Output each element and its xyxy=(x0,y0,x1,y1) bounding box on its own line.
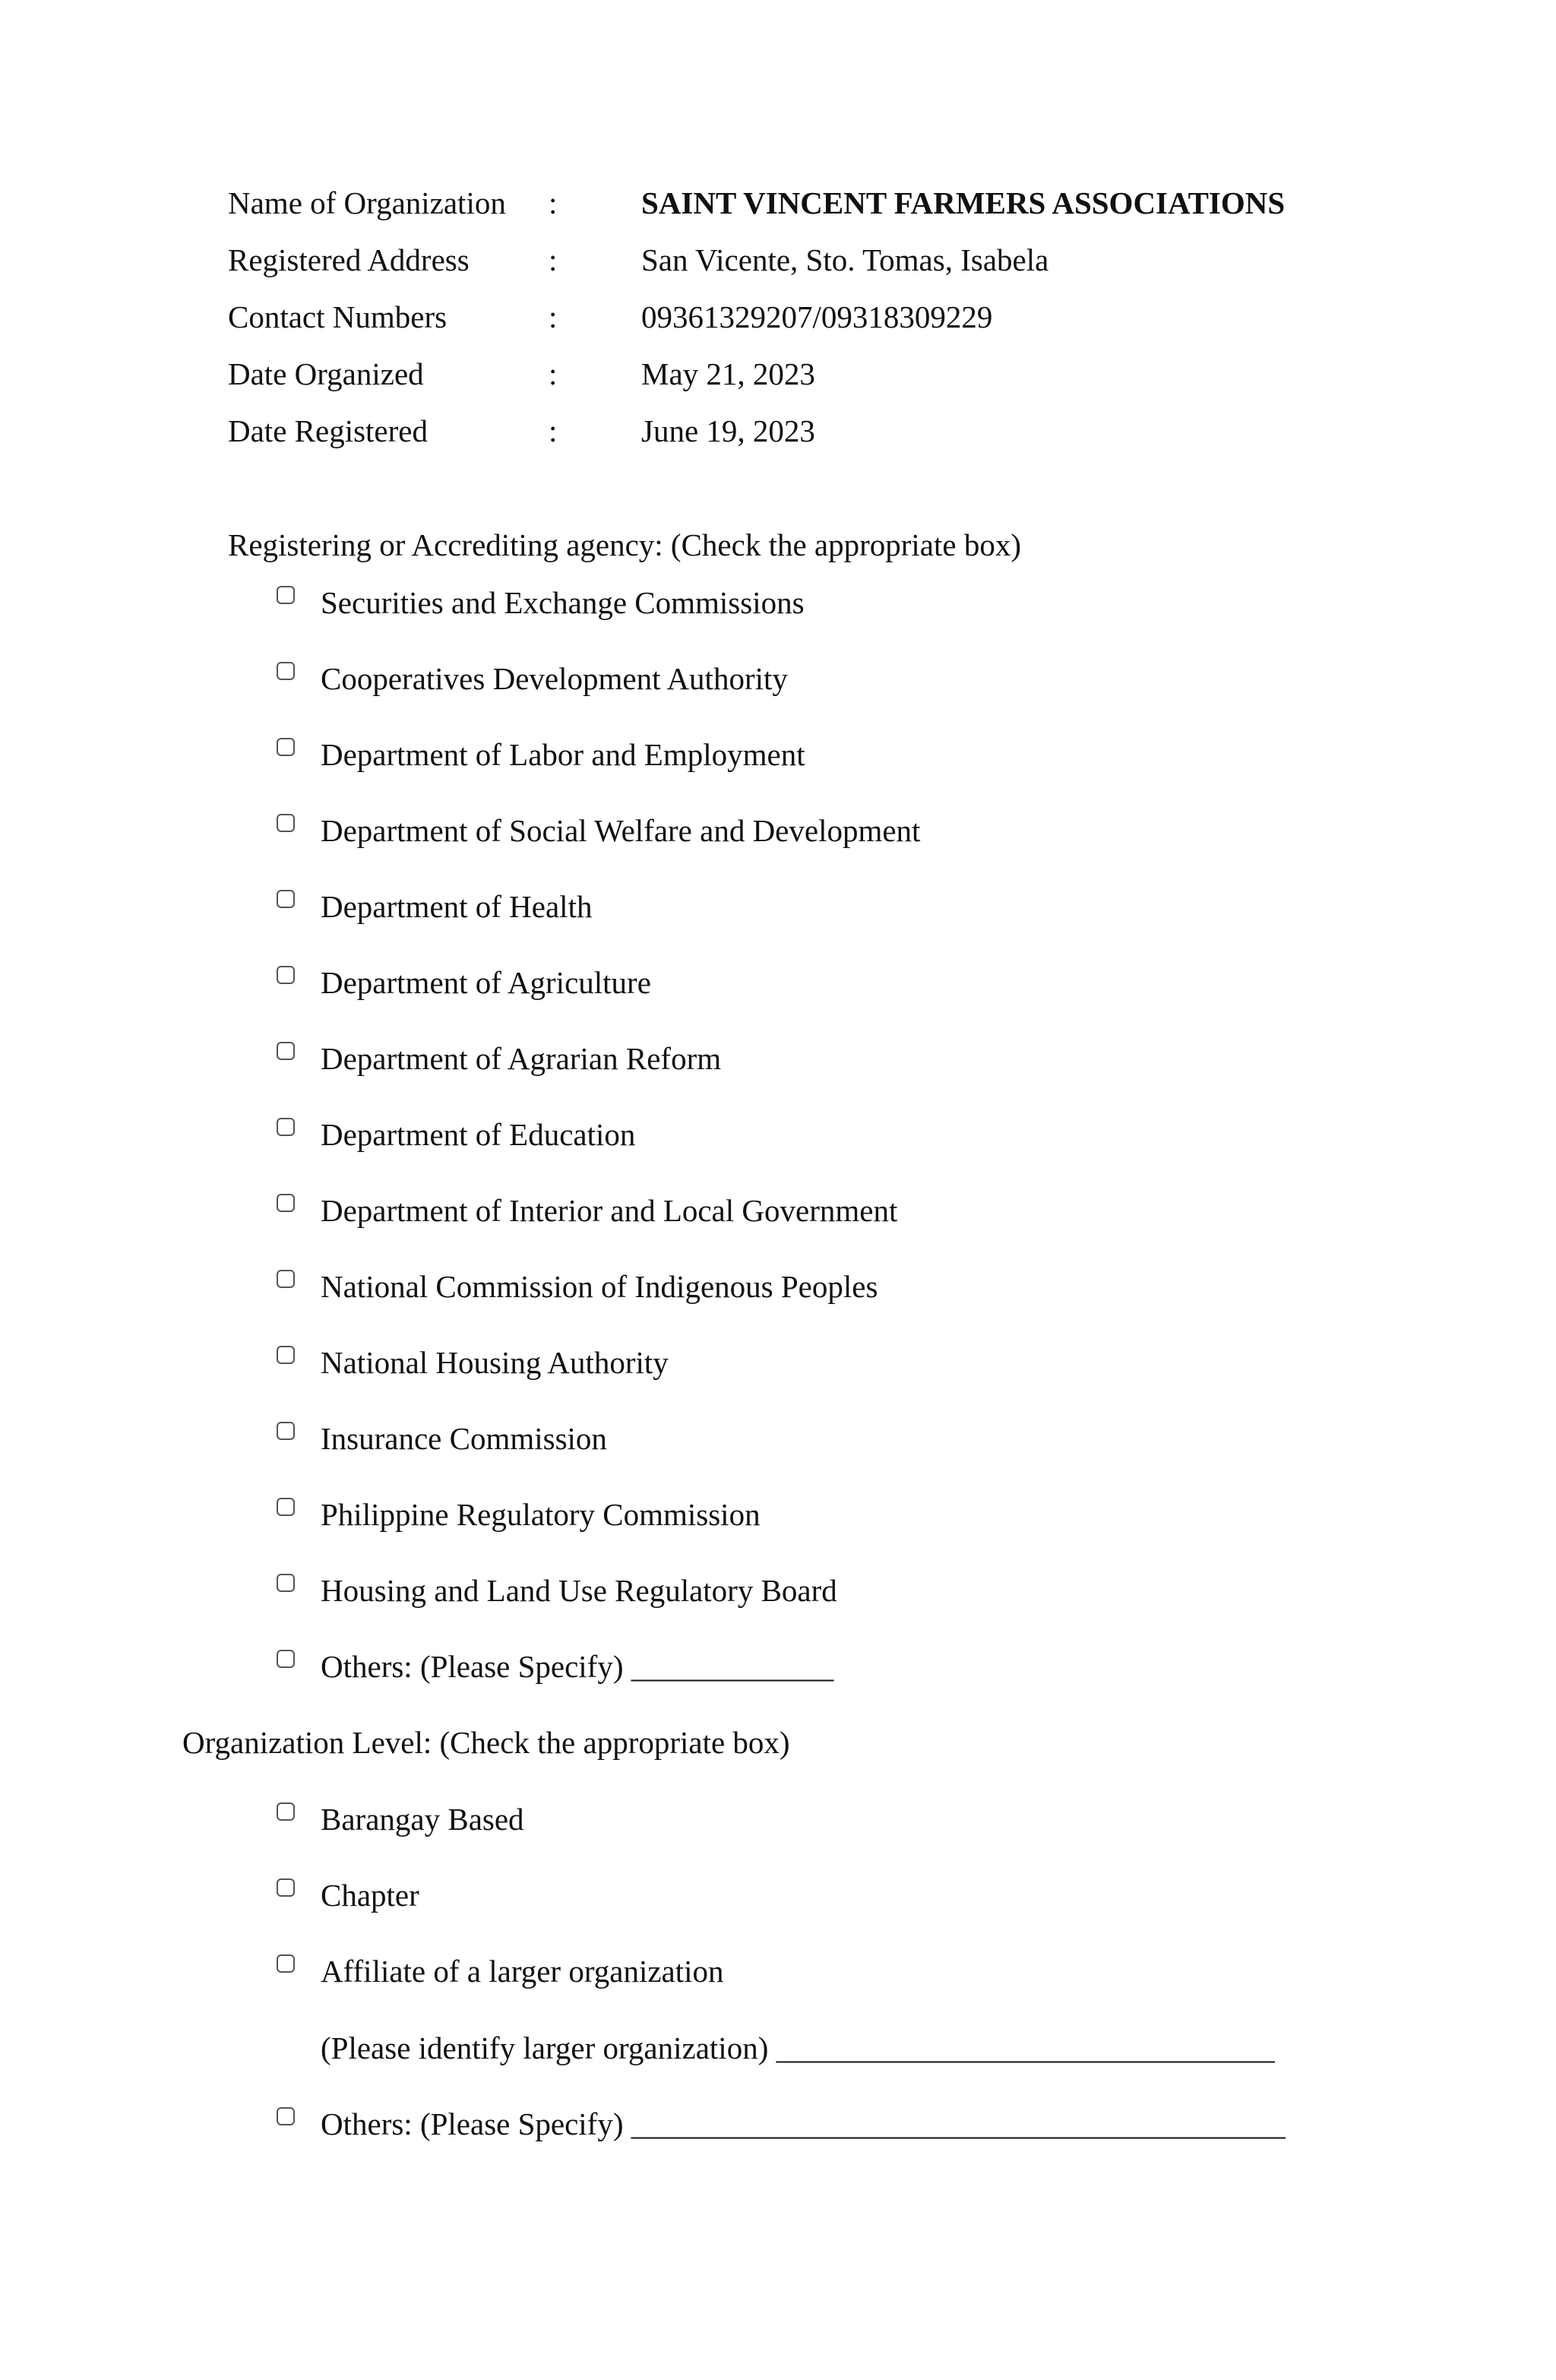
level-checkbox-barangay[interactable] xyxy=(277,1802,295,1821)
agency-checkbox-deped[interactable] xyxy=(277,1118,295,1136)
agency-checkbox-da[interactable] xyxy=(277,966,295,984)
level-option-label: Affiliate of a larger organization xyxy=(321,1954,724,1989)
agency-checkbox-others[interactable] xyxy=(277,1650,295,1668)
registered-address: San Vicente, Sto. Tomas, Isabela xyxy=(641,242,1049,277)
agency-checkbox-nha[interactable] xyxy=(277,1346,295,1364)
agency-checkbox-prc[interactable] xyxy=(277,1498,295,1516)
level-option-label: Chapter xyxy=(321,1878,419,1913)
agency-option-label: Philippine Regulatory Commission xyxy=(321,1497,761,1532)
agency-checkbox-cda[interactable] xyxy=(277,662,295,680)
agency-option-label: Department of Agrarian Reform xyxy=(321,1041,722,1076)
agency-checkbox-sec[interactable] xyxy=(277,586,295,604)
agency-checkbox-dswd[interactable] xyxy=(277,814,295,832)
agency-option-label: National Commission of Indigenous Peoples xyxy=(321,1269,878,1304)
agency-checkbox-doh[interactable] xyxy=(277,890,295,908)
agency-checkbox-dilg[interactable] xyxy=(277,1194,295,1212)
agency-option-label: Cooperatives Development Authority xyxy=(321,661,788,696)
info-colon: : xyxy=(549,185,558,220)
agency-option-label: Department of Interior and Local Government xyxy=(321,1193,898,1228)
level-option-label: Barangay Based xyxy=(321,1802,524,1837)
info-colon: : xyxy=(549,299,558,334)
contact-numbers: 09361329207/09318309229 xyxy=(641,299,993,334)
date-organized: May 21, 2023 xyxy=(641,356,815,391)
agency-option-label: Securities and Exchange Commissions xyxy=(321,585,805,620)
agency-option-label: Department of Social Welfare and Development xyxy=(321,813,921,848)
level-section-heading: Organization Level: (Check the appropriate box) xyxy=(182,1725,790,1760)
info-colon: : xyxy=(549,413,558,448)
agency-checkbox-hlurb[interactable] xyxy=(277,1574,295,1592)
agency-option-label: Insurance Commission xyxy=(321,1421,607,1456)
date-registered: June 19, 2023 xyxy=(641,413,815,448)
agency-checkbox-dar[interactable] xyxy=(277,1042,295,1060)
level-checkbox-others[interactable] xyxy=(277,2107,295,2125)
agency-checkbox-ic[interactable] xyxy=(277,1422,295,1440)
agency-option-label: Housing and Land Use Regulatory Board xyxy=(321,1573,837,1608)
agency-checkbox-ncip[interactable] xyxy=(277,1270,295,1288)
agency-checkbox-dole[interactable] xyxy=(277,738,295,756)
info-label: Name of Organization xyxy=(228,185,506,220)
agency-option-label: Department of Agriculture xyxy=(321,965,651,1000)
organization-name: SAINT VINCENT FARMERS ASSOCIATIONS xyxy=(641,185,1286,220)
info-label: Registered Address xyxy=(228,242,470,277)
info-label: Date Organized xyxy=(228,356,424,391)
agency-others-label[interactable]: Others: (Please Specify) _____________ xyxy=(321,1649,834,1684)
level-checkbox-chapter[interactable] xyxy=(277,1878,295,1897)
agency-section-heading: Registering or Accrediting agency: (Check the appropriate box) xyxy=(228,527,1021,562)
info-label: Date Registered xyxy=(228,413,428,448)
info-colon: : xyxy=(549,356,558,391)
agency-option-label: Department of Labor and Employment xyxy=(321,737,805,772)
level-checkbox-affiliate[interactable] xyxy=(277,1954,295,1973)
agency-option-label: Department of Health xyxy=(321,889,593,924)
agency-option-label: National Housing Authority xyxy=(321,1345,669,1380)
agency-option-label: Department of Education xyxy=(321,1117,636,1152)
level-others-label[interactable]: Others: (Please Specify) __________________________________________ xyxy=(321,2106,1286,2141)
info-colon: : xyxy=(549,242,558,277)
info-label: Contact Numbers xyxy=(228,299,448,334)
affiliate-identify-field[interactable]: (Please identify larger organization) ________________________________ xyxy=(321,2030,1275,2065)
